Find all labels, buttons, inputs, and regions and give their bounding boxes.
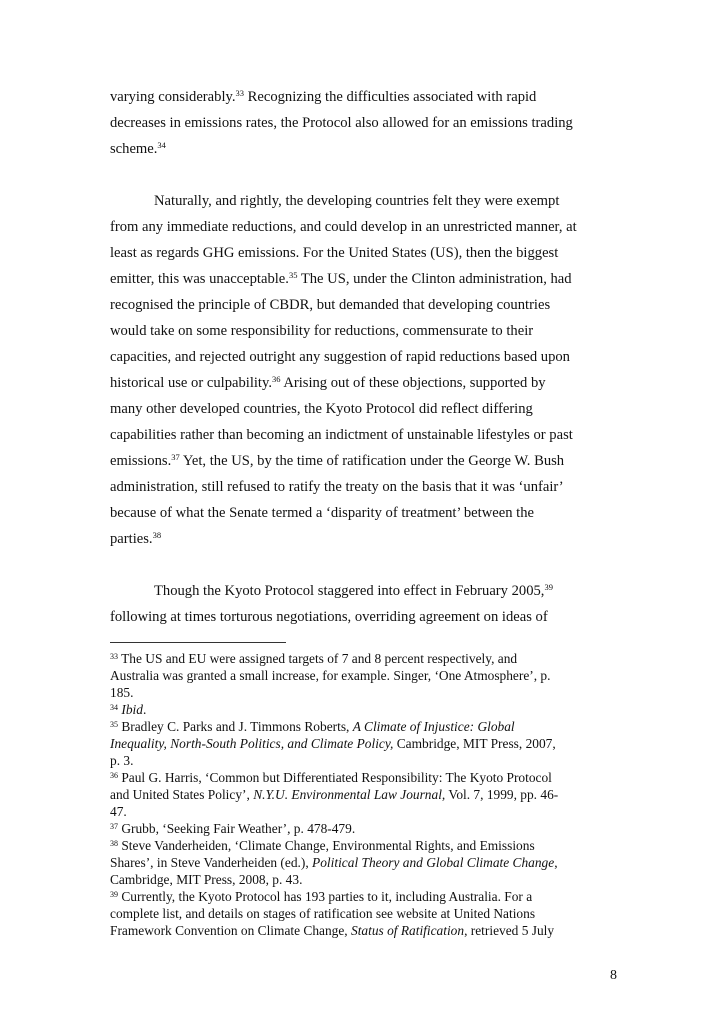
text-run: Recognizing the difficulties associated with rapid — [244, 89, 537, 105]
text-run: and United States Policy’, — [110, 787, 254, 802]
text-run: . — [142, 702, 147, 717]
text-run: The US, under the Clinton administration, had — [297, 271, 572, 287]
footnote-line: Cambridge, MIT Press, 2008, p. 43. — [110, 872, 303, 887]
text-run: Steve Vanderheiden, ‘Climate Change, Environmental Rights, and Emissions — [118, 838, 535, 853]
footnote-number: 33 — [110, 652, 118, 661]
footnote-line: Australia was granted a small increase, for example. Singer, ‘One Atmosphere’, p. — [110, 668, 551, 683]
body-line: Naturally, and rightly, the developing countries felt they were exempt — [154, 193, 560, 209]
text-run: Paul G. Harris, ‘Common but Differentiated Responsibility: The Kyoto Protocol — [118, 770, 552, 785]
footnote-ref: 33 — [235, 88, 244, 98]
text-run: A Climate of Injustice: Global — [352, 719, 515, 734]
footnote-ref: 35 — [288, 270, 298, 280]
text-run: , retrieved 5 July — [464, 923, 555, 938]
text-run: Cambridge, MIT Press, 2007, — [393, 736, 556, 751]
footnote-ref: 36 — [271, 374, 281, 384]
text-run: , — [554, 855, 558, 870]
text-run: The US and EU were assigned targets of 7 and 8 percent respectively, and — [118, 651, 518, 666]
body-line: would take on some responsibility for reductions, commensurate to their — [110, 323, 534, 339]
footnote-line: p. 3. — [110, 753, 134, 768]
text-run: emitter, this was unacceptable. — [110, 271, 289, 287]
body-line — [110, 452, 564, 470]
footnote-34 — [110, 702, 146, 718]
footnote-39 — [110, 889, 532, 905]
body-line: decreases in emissions rates, the Protocol also allowed for an emissions trading — [110, 115, 573, 131]
body-line — [110, 530, 161, 548]
body-line — [110, 374, 546, 392]
footnote-line — [110, 855, 558, 871]
body-line — [110, 270, 572, 288]
body-line: capacities, and rejected outright any suggestion of rapid reductions based upon — [110, 349, 570, 365]
text-run: Status of Ratification — [351, 923, 465, 938]
text-run: varying considerably. — [110, 89, 236, 105]
footnote-ref: 37 — [171, 452, 180, 462]
text-run: Currently, the Kyoto Protocol has 193 parties to it, including Australia. For a — [118, 889, 533, 904]
footnote-number: 34 — [110, 703, 118, 712]
footnote-ref: 39 — [544, 582, 553, 592]
body-line: capabilities rather than becoming an indictment of unstainable lifestyles or past — [110, 427, 573, 443]
footnote-line — [110, 736, 556, 752]
footnote-ref: 38 — [152, 530, 162, 540]
footnote-line — [110, 787, 558, 803]
body-line: because of what the Senate termed a ‘disparity of treatment’ between the — [110, 505, 534, 521]
footnote-line: 185. — [110, 685, 134, 700]
text-run: Yet, the US, by the time of ratification under the George W. Bush — [179, 453, 565, 469]
text-run: parties. — [110, 531, 153, 547]
text-run: Shares’, in Steve Vanderheiden (ed.), — [110, 855, 313, 870]
body-line: least as regards GHG emissions. For the United States (US), then the biggest — [110, 245, 559, 261]
footnote-37 — [110, 821, 355, 837]
footnote-number: 37 — [110, 822, 118, 831]
footnote-number: 35 — [110, 720, 118, 729]
body-line: administration, still refused to ratify the treaty on the basis that it was ‘unfair’ — [110, 479, 564, 495]
footnote-line — [110, 923, 554, 939]
text-run: Vol. 7, 1999, pp. 46- — [445, 787, 559, 802]
text-run: Arising out of these objections, supported by — [280, 375, 546, 391]
body-line — [110, 88, 536, 106]
text-run: Inequality, North-South Politics, and Climate Policy, — [110, 736, 394, 751]
footnote-number: 39 — [110, 890, 118, 899]
footnote-number: 36 — [110, 771, 118, 780]
text-run: Political Theory and Global Climate Change — [312, 855, 555, 870]
page-number: 8 — [610, 968, 617, 983]
footnote-line: 47. — [110, 804, 127, 819]
footnote-36 — [110, 770, 552, 786]
text-run: Bradley C. Parks and J. Timmons Roberts, — [118, 719, 353, 734]
body-line — [110, 140, 166, 158]
body-line — [110, 582, 553, 600]
text-run: scheme. — [110, 141, 158, 157]
footnote-33 — [110, 651, 517, 667]
text-run: Though the Kyoto Protocol staggered into effect in February 2005, — [154, 583, 545, 599]
body-line: recognised the principle of CBDR, but demanded that developing countries — [110, 297, 551, 313]
text-run: Ibid — [121, 702, 143, 717]
text-run: emissions. — [110, 453, 172, 469]
text-run: historical use or culpability. — [110, 375, 272, 391]
footnote-separator — [110, 642, 286, 643]
footnote-ref: 34 — [157, 140, 166, 150]
footnote-38 — [110, 838, 535, 854]
body-line: from any immediate reductions, and could develop in an unrestricted manner, at — [110, 219, 577, 235]
text-run: Framework Convention on Climate Change, — [110, 923, 351, 938]
body-line: many other developed countries, the Kyoto Protocol did reflect differing — [110, 401, 533, 417]
footnote-number: 38 — [110, 839, 118, 848]
text-run: Grubb, ‘Seeking Fair Weather’, p. 478-479. — [118, 821, 356, 836]
footnote-35 — [110, 719, 515, 735]
footnote-line: complete list, and details on stages of ratification see website at United Nations — [110, 906, 536, 921]
body-line: following at times torturous negotiations, overriding agreement on ideas of — [110, 609, 548, 625]
text-run: N.Y.U. Environmental Law Journal, — [253, 787, 446, 802]
